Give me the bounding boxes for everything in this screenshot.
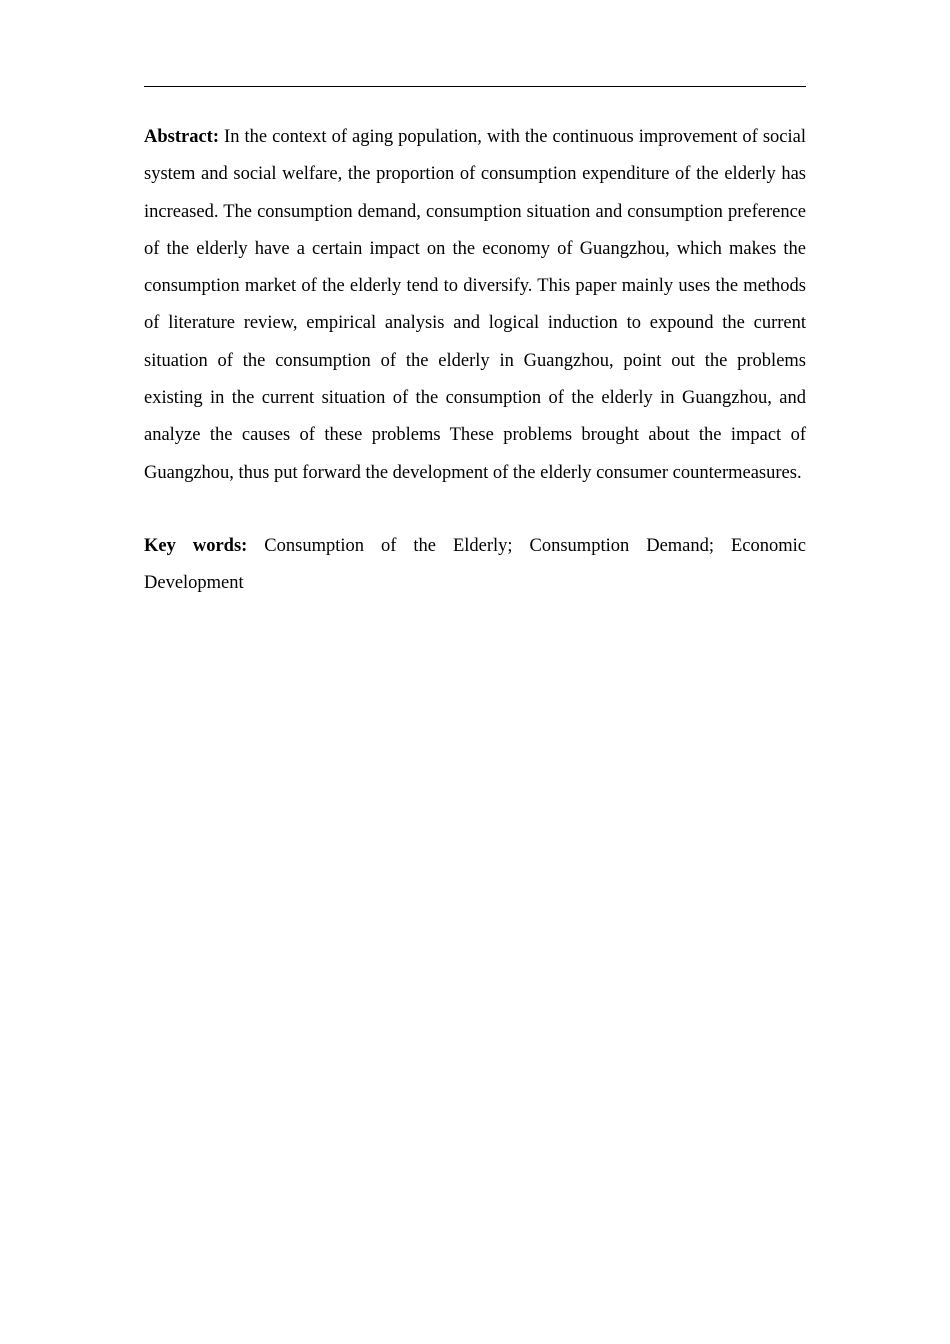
keywords-label: Key words: [144,536,248,556]
abstract-label: Abstract: [144,127,220,147]
abstract-text: In the context of aging population, with the continuous improvement of social system and social welfare, the proportion of consumption expenditure of the elderly has increased. The consumption demand, consumption situation and consumption preference of the elderly have a certain impact on the economy of Guangzhou, which makes the consumption market of the elderly tend to diversify. This paper mainly uses the methods of literature review, empirical analysis and logical induction to expound the current situation of the consumption of the elderly in Guangzhou, point out the problems existing in the current situation of the consumption of the elderly in Guangzhou, and analyze the causes of these problems These problems brought about the impact of Guangzhou, thus put forward the development of the elderly consumer countermeasures. [144,127,806,483]
keywords-paragraph [144,528,806,603]
keywords-text: Consumption of the Elderly; Consumption Demand; Economic Development [144,536,807,594]
abstract-paragraph [144,119,806,492]
header-rule [144,86,806,87]
document-page [144,0,806,1344]
